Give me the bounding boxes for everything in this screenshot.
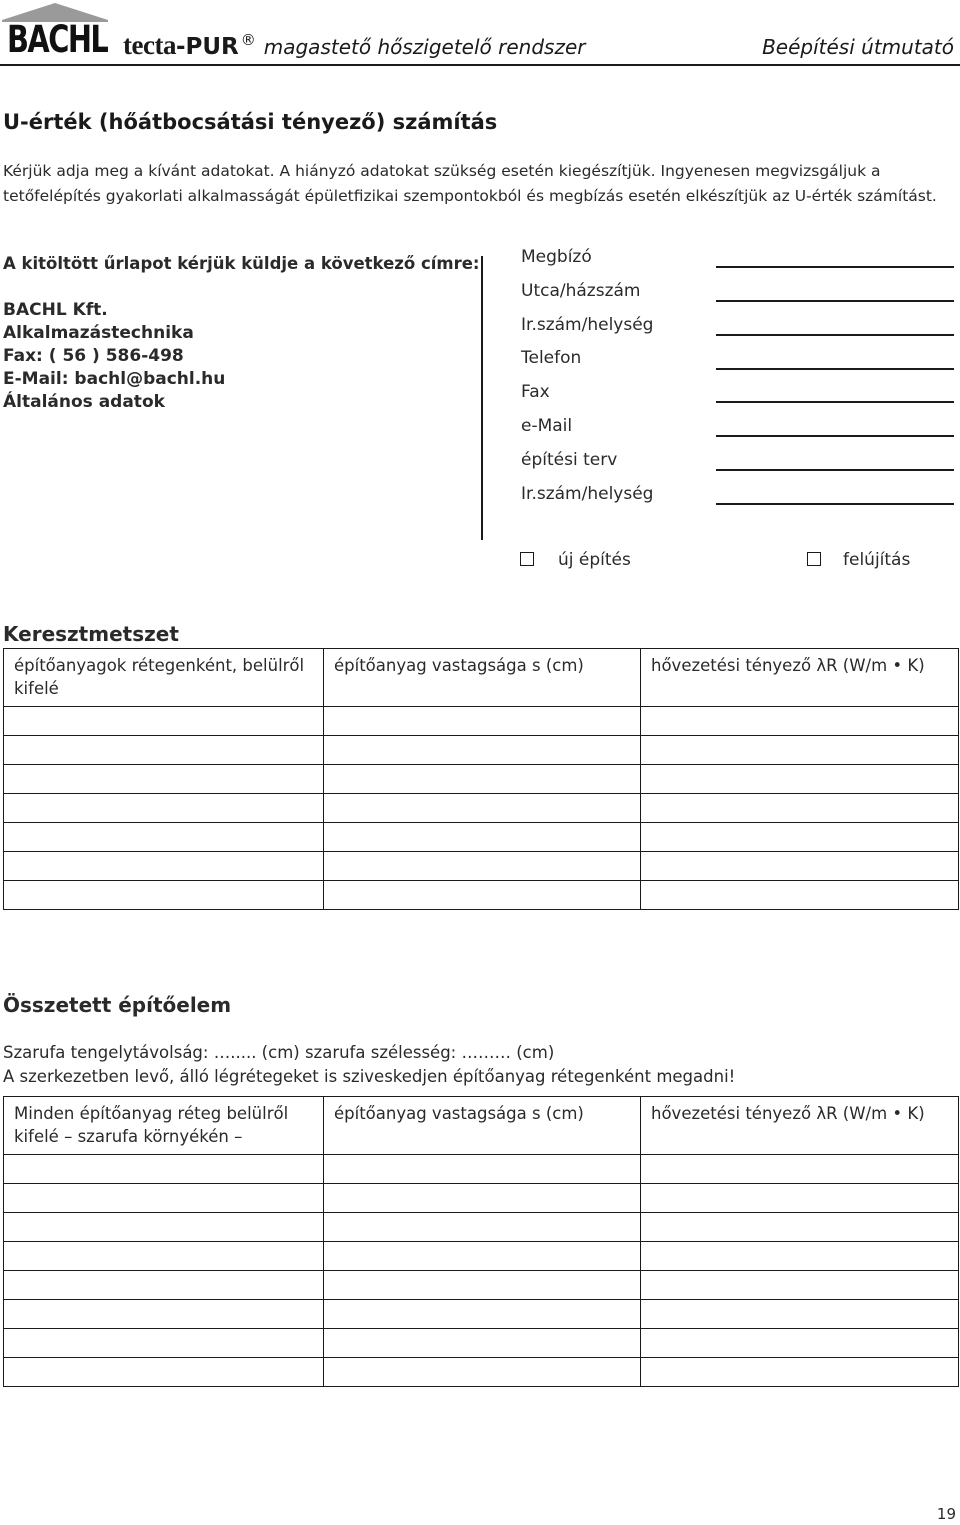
- checkbox-renovation[interactable]: [807, 552, 821, 566]
- field-input-zip-city[interactable]: [716, 334, 954, 336]
- checkbox-label-renovation: felújítás: [843, 550, 911, 570]
- table-row: [4, 736, 959, 765]
- table-cell[interactable]: [641, 1329, 959, 1358]
- field-label-email: e-Mail: [521, 416, 573, 436]
- field-label-fax: Fax: [521, 382, 550, 402]
- table-cell[interactable]: [641, 852, 959, 881]
- table-cell[interactable]: [641, 1155, 959, 1184]
- table-row: [4, 823, 959, 852]
- checkbox-new-build[interactable]: [520, 552, 534, 566]
- table-cell[interactable]: [641, 1184, 959, 1213]
- table-row: [4, 1242, 959, 1271]
- table-cell[interactable]: [641, 736, 959, 765]
- intro-paragraph: Kérjük adja meg a kívánt adatokat. A hiányzó adatokat szükség esetén kiegészítjük. Ingyenesen megvizsgáljuk a tetőfelépítés gyakorlati alkalmasságát épületfizikai szempontokból és megbízás esetén elkészítjük az U-érték számítást.: [3, 162, 937, 205]
- brand-pur: -PUR: [175, 34, 239, 60]
- rafter-spacing-line: Szarufa tengelytávolság: …..... (cm) szarufa szélesség: ……… (cm): [3, 1043, 555, 1062]
- field-label-street: Utca/házszám: [521, 281, 641, 301]
- table-cell[interactable]: [324, 1184, 641, 1213]
- page-title: U-érték (hőátbocsátási tényező) számítás: [3, 110, 498, 134]
- address-department: Alkalmazástechnika: [3, 323, 194, 343]
- composite-title: Összetett építőelem: [3, 993, 232, 1017]
- field-input-building-plan[interactable]: [716, 469, 954, 471]
- table-cell[interactable]: [4, 707, 324, 736]
- table-cell[interactable]: [324, 881, 641, 910]
- table-cell[interactable]: [641, 707, 959, 736]
- cross-section-table: [3, 648, 959, 910]
- table-cell[interactable]: [641, 794, 959, 823]
- table-header-thickness: építőanyag vastagsága s (cm): [324, 1097, 641, 1155]
- table-cell[interactable]: [4, 794, 324, 823]
- table-cell[interactable]: [4, 1329, 324, 1358]
- general-data-label: Általános adatok: [3, 392, 165, 412]
- table-cell[interactable]: [4, 852, 324, 881]
- table-cell[interactable]: [641, 1300, 959, 1329]
- table-cell[interactable]: [4, 1358, 324, 1387]
- table-cell[interactable]: [324, 736, 641, 765]
- table-row: [4, 1184, 959, 1213]
- checkbox-label-new-build: új építés: [558, 550, 631, 570]
- vertical-divider: [481, 256, 483, 540]
- field-label-zip-city: Ir.szám/helység: [521, 315, 654, 335]
- page-number: 19: [936, 1505, 956, 1523]
- table-row: [4, 1213, 959, 1242]
- table-cell[interactable]: [641, 1242, 959, 1271]
- table-cell[interactable]: [324, 1155, 641, 1184]
- table-header-layers: építőanyagok rétegenként, belülről kifelé: [4, 649, 324, 707]
- field-label-phone: Telefon: [521, 348, 582, 368]
- table-cell[interactable]: [641, 1213, 959, 1242]
- table-cell[interactable]: [324, 794, 641, 823]
- table-cell[interactable]: [4, 1155, 324, 1184]
- table-cell[interactable]: [4, 1300, 324, 1329]
- table-header-conductivity: hővezetési tényező λR (W/m • K): [641, 1097, 959, 1155]
- brand-title: [123, 30, 585, 61]
- table-row: [4, 1300, 959, 1329]
- brand-main: tecta: [123, 30, 176, 60]
- table-cell[interactable]: [324, 1242, 641, 1271]
- table-cell[interactable]: [324, 1358, 641, 1387]
- field-label-client: Megbízó: [521, 247, 592, 267]
- field-input-fax[interactable]: [716, 401, 954, 403]
- table-cell[interactable]: [641, 823, 959, 852]
- field-input-phone[interactable]: [716, 368, 954, 370]
- brand-subtitle: magastető hőszigetelő rendszer: [263, 35, 586, 59]
- table-cell[interactable]: [324, 1300, 641, 1329]
- composite-table: [3, 1096, 959, 1387]
- table-header-layers: Minden építőanyag réteg belülről kifelé – szarufa környékén –: [4, 1097, 324, 1155]
- registered-mark: ®: [240, 31, 256, 49]
- header-divider: [0, 64, 960, 66]
- table-cell[interactable]: [324, 1213, 641, 1242]
- table-cell[interactable]: [641, 881, 959, 910]
- table-cell[interactable]: [4, 881, 324, 910]
- table-cell[interactable]: [4, 736, 324, 765]
- table-row: [4, 1329, 959, 1358]
- cross-section-title: Keresztmetszet: [3, 622, 179, 646]
- table-cell[interactable]: [4, 1271, 324, 1300]
- field-label-plan-zip-city: Ir.szám/helység: [521, 484, 654, 504]
- logo-text: BACHL: [7, 18, 108, 61]
- table-cell[interactable]: [4, 1184, 324, 1213]
- table-row: [4, 1271, 959, 1300]
- table-row: [4, 881, 959, 910]
- field-label-building-plan: építési terv: [521, 450, 618, 470]
- table-cell[interactable]: [324, 852, 641, 881]
- field-input-email[interactable]: [716, 435, 954, 437]
- table-cell[interactable]: [641, 765, 959, 794]
- table-cell[interactable]: [324, 1271, 641, 1300]
- air-layer-note: A szerkezetben levő, álló légrétegeket is sziveskedjen építőanyag rétegenként megadni!: [3, 1067, 736, 1086]
- field-input-client[interactable]: [716, 266, 954, 268]
- table-header-thickness: építőanyag vastagsága s (cm): [324, 649, 641, 707]
- table-cell[interactable]: [641, 1358, 959, 1387]
- table-cell[interactable]: [324, 823, 641, 852]
- table-row: [4, 707, 959, 736]
- guide-label: Beépítési útmutató: [762, 35, 954, 59]
- table-row: [4, 852, 959, 881]
- table-cell[interactable]: [4, 1242, 324, 1271]
- table-row: [4, 1358, 959, 1387]
- address-fax: Fax: ( 56 ) 586-498: [3, 346, 184, 366]
- address-email: E-Mail: bachl@bachl.hu: [3, 369, 226, 389]
- table-cell[interactable]: [324, 707, 641, 736]
- table-row: [4, 1155, 959, 1184]
- field-input-street[interactable]: [716, 300, 954, 302]
- table-cell[interactable]: [4, 765, 324, 794]
- address-heading: A kitöltött űrlapot kérjük küldje a következő címre:: [3, 254, 480, 273]
- table-cell[interactable]: [4, 823, 324, 852]
- table-cell[interactable]: [641, 1271, 959, 1300]
- table-header-conductivity: hővezetési tényező λR (W/m • K): [641, 649, 959, 707]
- field-input-plan-zip-city[interactable]: [716, 503, 954, 505]
- address-company: BACHL Kft.: [3, 300, 108, 320]
- table-cell[interactable]: [4, 1213, 324, 1242]
- table-cell[interactable]: [324, 765, 641, 794]
- table-cell[interactable]: [324, 1329, 641, 1358]
- table-row: [4, 765, 959, 794]
- table-row: [4, 794, 959, 823]
